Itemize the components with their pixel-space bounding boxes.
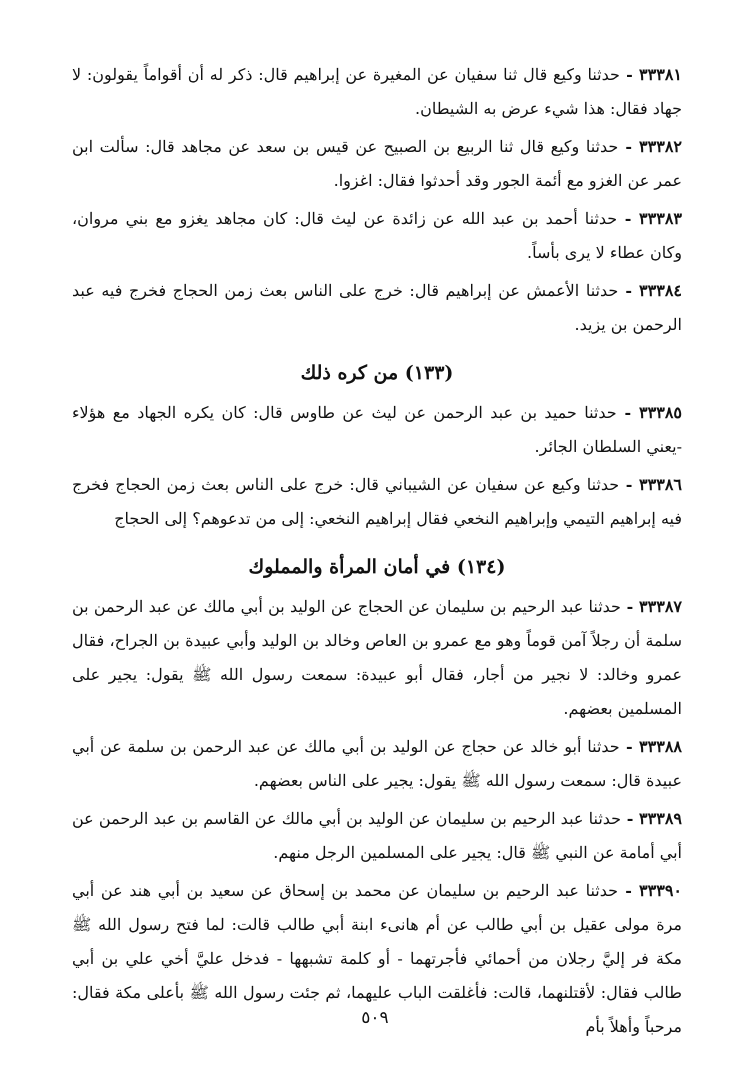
entries-top (72, 58, 682, 342)
hadith-text: حدثنا وكيع قال ثنا سفيان عن المغيرة عن إبراهيم قال: ذكر له أن أقواماً يقولون: لا جهاد فقال: هذا شيء عرض به الشيطان. (72, 65, 682, 118)
hadith-text: حدثنا الأعمش عن إبراهيم قال: خرج على الناس بعث زمن الحجاج فخرج فيه عبد الرحمن بن يزيد. (72, 281, 682, 334)
hadith-text: حدثنا وكيع عن سفيان عن الشيباني قال: خرج على الناس بعث زمن الحجاج فخرج فيه إبراهيم التيمي وإبراهيم النخعي فقال إبراهيم النخعي: إلى من تدعوهم؟ إلى الحجاج (72, 475, 682, 528)
hadith-entry-33387 (72, 590, 682, 726)
hadith-text: حدثنا عبد الرحيم بن سليمان عن محمد بن إسحاق عن سعيد بن أبي هند عن أبي مرة مولى عقيل بن أبي طالب عن أم هانىء ابنة أبي طالب قالت: لما فتح رسول الله ﷺ مكة فر إليَّ رجلان من أحمائي فأجرتهما - أو كلمة تشبهها - فدخل عليَّ أخي علي بن أبي طالب فقال: لأقتلنهما، قالت: فأغلقت الباب عليهما، ثم جئت رسول الله ﷺ بأعلى مكة فقال: مرحباً وأهلاً بأم (72, 881, 682, 1036)
hadith-number: ٣٣٣٨٤ - (618, 281, 683, 300)
entries-133 (72, 396, 682, 536)
chapter-heading-133: (١٣٣) من كره ذلك (300, 362, 454, 384)
page-number: ٥٠٩ (361, 1008, 389, 1028)
hadith-text: حدثنا عبد الرحيم بن سليمان عن الحجاج عن الوليد بن أبي مالك عن عبد الرحمن بن سلمة أن رجلاً آمن قوماً وهو مع عمرو بن العاص وخالد بن الوليد وأبي عبيدة بن الجراح، فقال عمرو وخالد: لا نجير من أجار، فقال أبو عبيدة: سمعت رسول الله ﷺ يقول: يجير على المسلمين بعضهم. (72, 597, 682, 718)
hadith-number: ٣٣٣٨١ - (619, 65, 683, 84)
hadith-text: حدثنا عبد الرحيم بن سليمان عن الوليد بن أبي مالك عن القاسم بن عبد الرحمن عن أبي أمامة عن النبي ﷺ قال: يجير على المسلمين الرجل منهم. (72, 809, 682, 862)
hadith-number: ٣٣٣٨٨ - (619, 737, 682, 756)
hadith-text: حدثنا أبو خالد عن حجاج عن الوليد بن أبي مالك عن عبد الرحمن بن سلمة عن أبي عبيدة قال: سمعت رسول الله ﷺ يقول: يجير على الناس بعضهم. (72, 737, 682, 790)
hadith-entry-33389 (72, 802, 682, 870)
hadith-entry-33386 (72, 468, 682, 536)
chapter-heading-134: (١٣٤) في أمان المرأة والمملوك (248, 556, 506, 578)
hadith-entry-33385 (72, 396, 682, 464)
entries-134 (72, 590, 682, 1044)
hadith-number: ٣٣٣٩٠ - (618, 881, 683, 900)
hadith-text: حدثنا أحمد بن عبد الله عن زائدة عن ليث قال: كان مجاهد يغزو مع بني مروان، وكان عطاء لا يرى بأساً. (72, 209, 682, 262)
hadith-entry-33382 (72, 130, 682, 198)
hadith-number: ٣٣٣٨٥ - (616, 403, 682, 422)
hadith-number: ٣٣٣٨٩ - (621, 809, 682, 828)
hadith-number: ٣٣٣٨٢ - (618, 137, 683, 156)
hadith-entry-33384 (72, 274, 682, 342)
hadith-number: ٣٣٣٨٦ - (619, 475, 683, 494)
hadith-entry-33388 (72, 730, 682, 798)
hadith-entry-33381 (72, 58, 682, 126)
hadith-entry-33383 (72, 202, 682, 270)
hadith-number: ٣٣٣٨٧ - (620, 597, 683, 616)
hadith-number: ٣٣٣٨٣ - (617, 209, 682, 228)
hadith-text: حدثنا حميد بن عبد الرحمن عن ليث عن طاوس قال: كان يكره الجهاد مع هؤلاء -يعني السلطان الجائر. (72, 403, 682, 456)
hadith-text: حدثنا وكيع قال ثنا الربيع بن الصبيح عن قيس بن سعد عن مجاهد قال: سألت ابن عمر عن الغزو مع أئمة الجور وقد أحدثوا فقال: اغزوا. (72, 137, 682, 190)
